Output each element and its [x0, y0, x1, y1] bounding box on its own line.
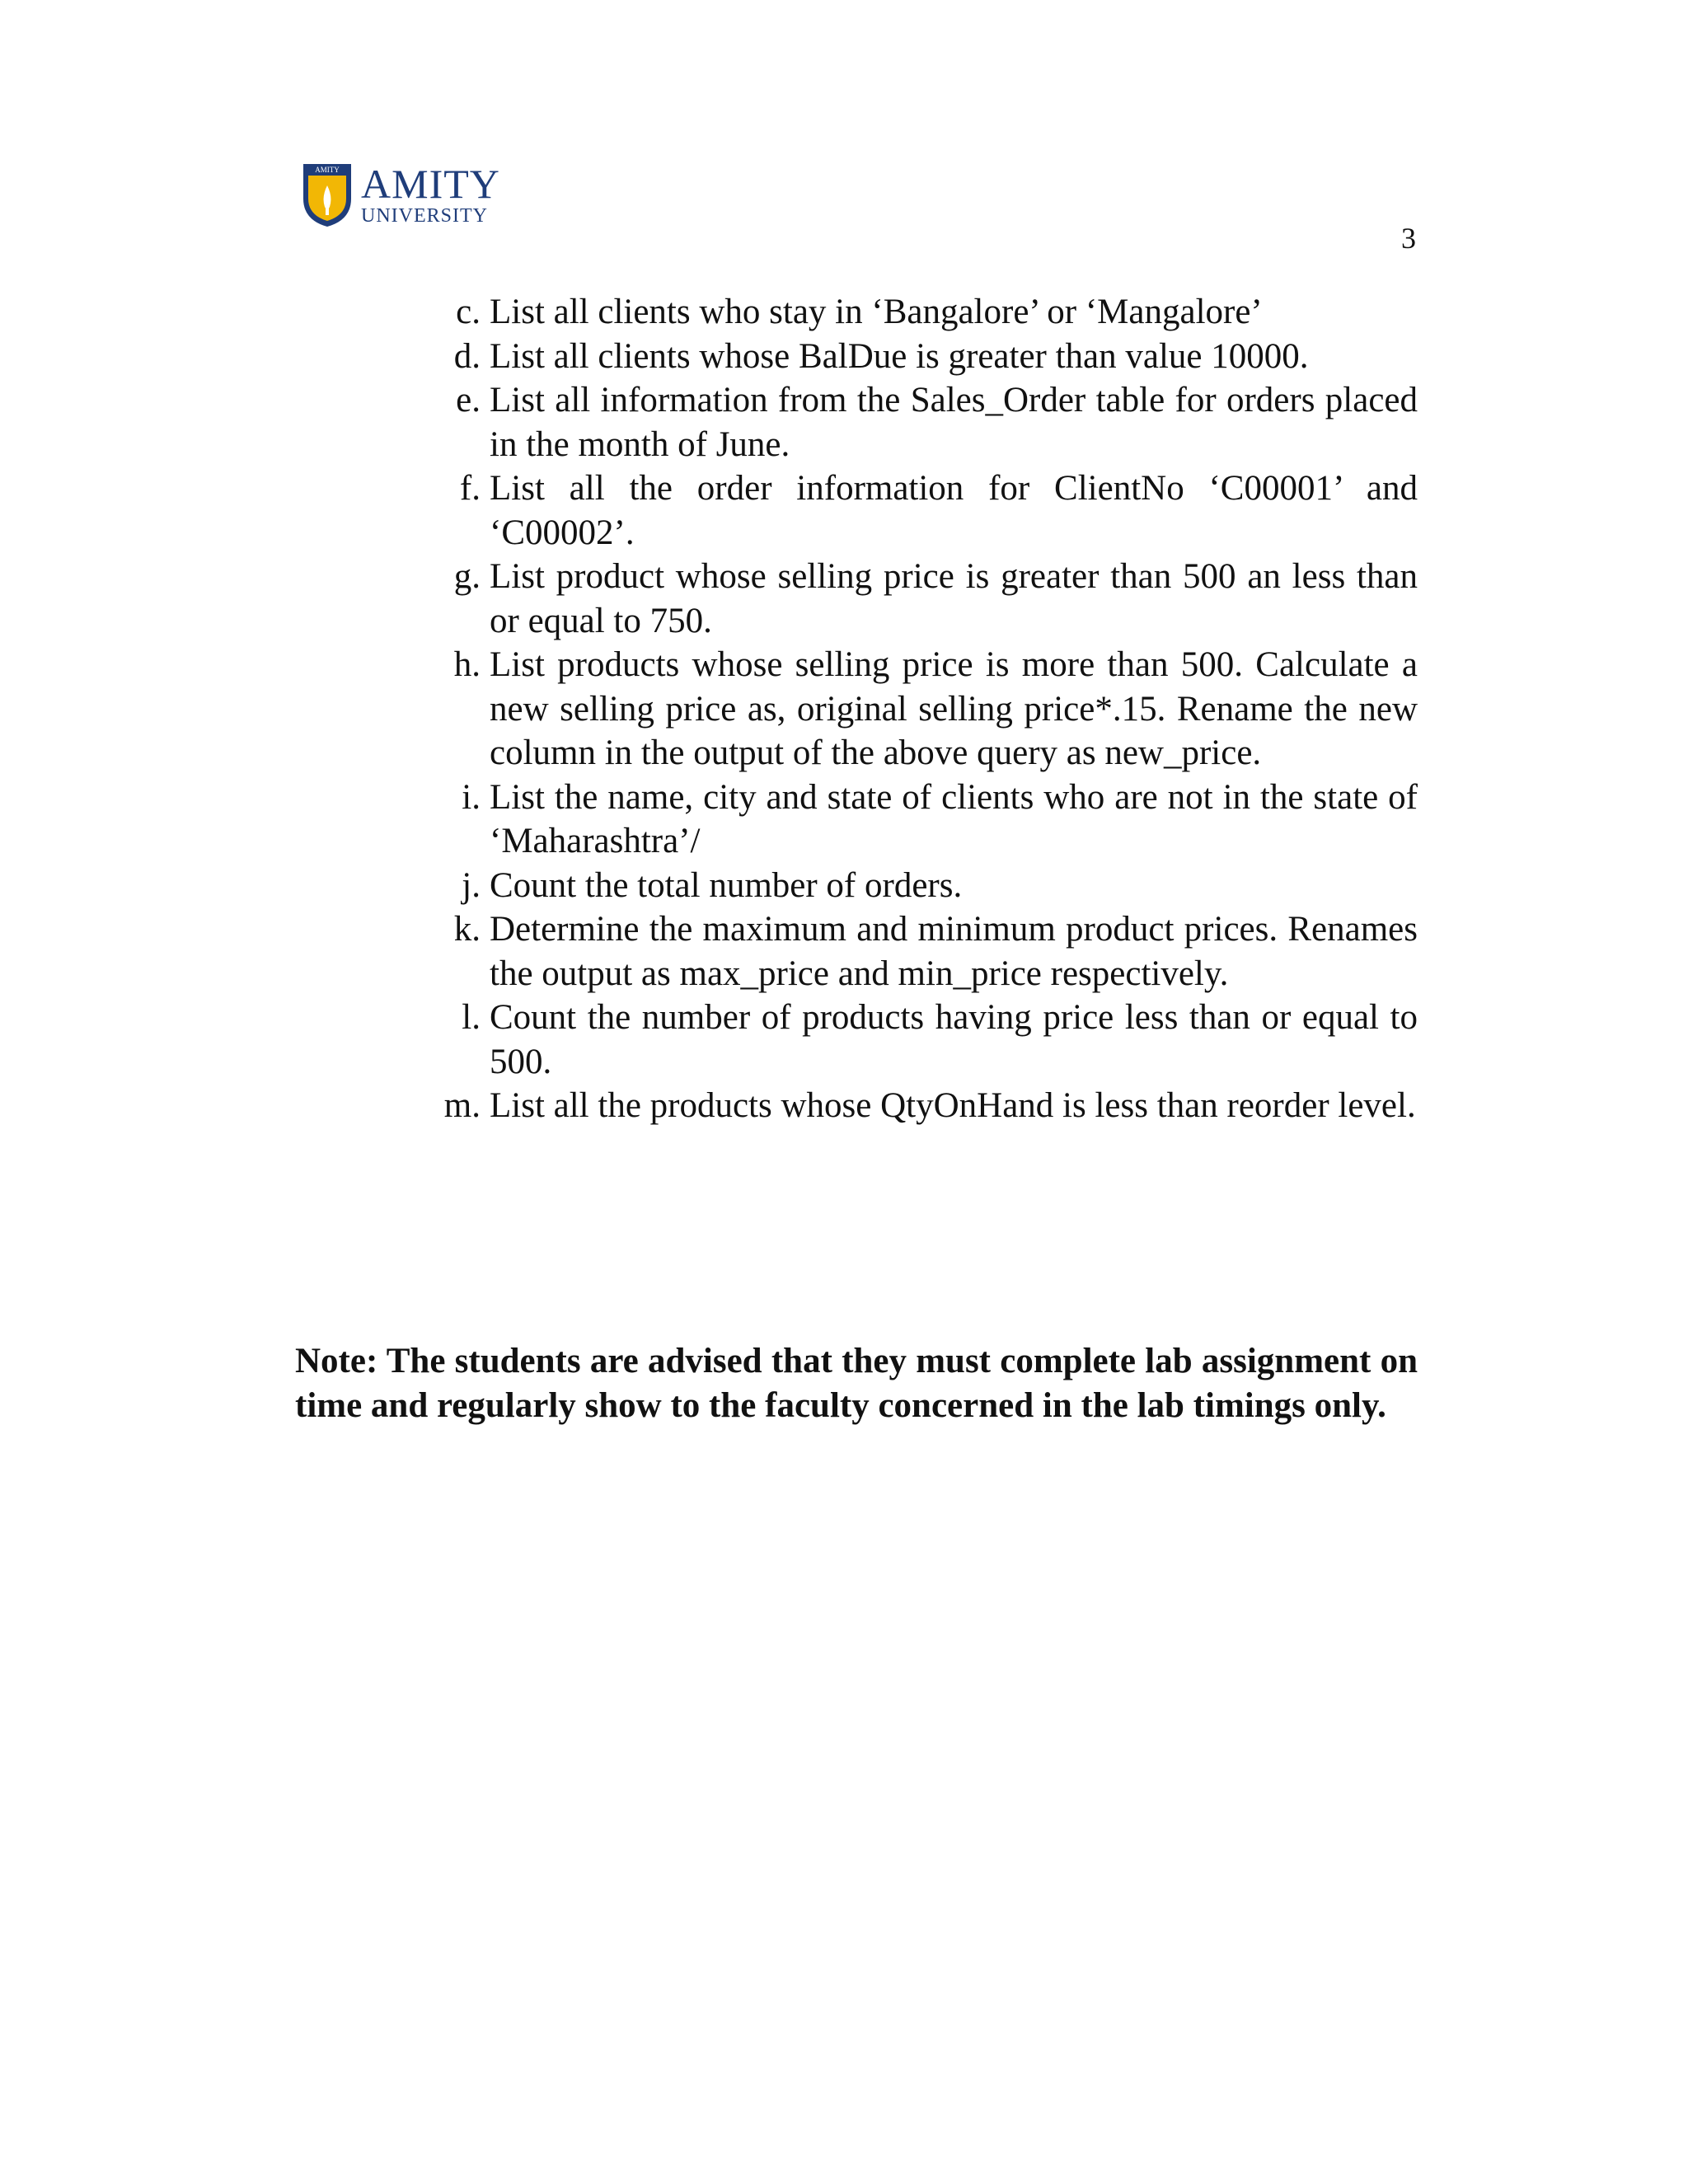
list-item-text: List product whose selling price is greater than 500 an less than or equal to 750. [490, 557, 1418, 640]
list-item-text: List the name, city and state of clients who are not in the state of ‘Maharashtra’/ [490, 777, 1418, 860]
list-item-text: List all the order information for ClientNo ‘C00001’ and ‘C00002’. [490, 469, 1418, 552]
list-item-text: List all clients who stay in ‘Bangalore’ or ‘Mangalore’ [490, 293, 1263, 331]
list-marker: c. [456, 293, 481, 331]
logo-name: AMITY [361, 161, 500, 207]
list-item [437, 378, 1418, 466]
list-item [437, 466, 1418, 555]
list-marker: h. [453, 645, 481, 684]
list-item-text: List all clients whose BalDue is greater than value 10000. [490, 336, 1309, 376]
list-item [437, 907, 1418, 996]
list-marker: k. [453, 910, 481, 949]
list-marker: e. [456, 381, 481, 419]
list-item [437, 864, 1418, 908]
list-item [437, 996, 1418, 1084]
list-item [437, 555, 1418, 643]
note-paragraph: Note: The students are advised that they must complete lab assignment on time and regularly show to the faculty concerned in the lab timings only. [295, 1342, 1418, 1425]
list-item-text: List all information from the Sales_Order table for orders placed in the month of June. [490, 381, 1418, 464]
list-marker: g. [453, 557, 481, 596]
page-number: 3 [1401, 222, 1416, 255]
list-marker: d. [453, 336, 481, 376]
list-item-text: Count the total number of orders. [490, 865, 963, 905]
list-item-text: List products whose selling price is more than 500. Calculate a new selling price as, original selling price*.15. Rename the new column in the output of the above query as new_price. [490, 645, 1418, 772]
list-marker: l. [462, 998, 481, 1037]
list-item-text: Determine the maximum and minimum product prices. Renames the output as max_price and min_price respectively. [490, 910, 1418, 993]
shield-icon [302, 161, 353, 228]
list-item [437, 1084, 1418, 1128]
list-item-text: Count the number of products having price less than or equal to 500. [490, 998, 1418, 1081]
question-list [437, 290, 1418, 1128]
shield-label: AMITY [315, 166, 340, 174]
list-item [437, 776, 1418, 864]
list-item-text: List all the products whose QtyOnHand is less than reorder level. [490, 1086, 1416, 1125]
list-marker: j. [462, 865, 481, 905]
logo-subtitle: UNIVERSITY [361, 205, 488, 227]
list-item [437, 290, 1418, 335]
university-logo [302, 161, 500, 228]
list-marker: f. [459, 469, 481, 508]
list-marker: i. [462, 777, 481, 817]
list-item [437, 335, 1418, 379]
list-marker: m. [443, 1086, 481, 1125]
list-item [437, 643, 1418, 776]
